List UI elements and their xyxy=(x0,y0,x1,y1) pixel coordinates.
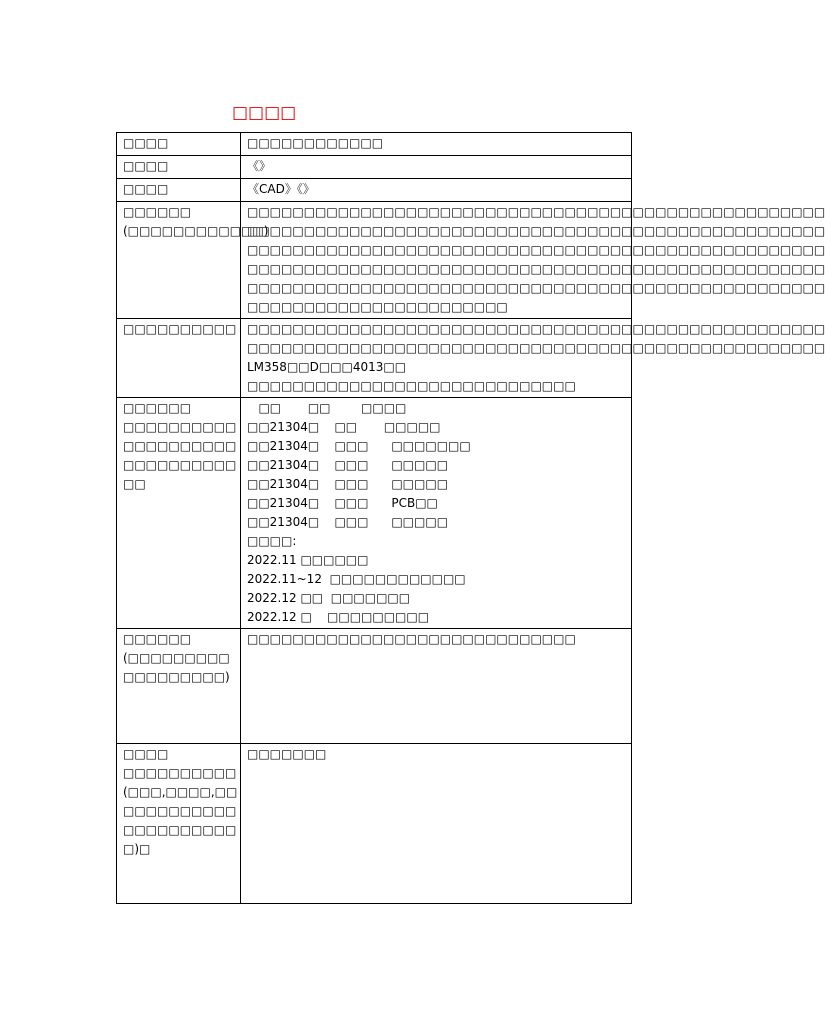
value-text: □□□□□□□□□□□□□□□□□□□□□□□□□□□□□□□□□□□□□□□□□□□□□□□□□□□ xyxy=(247,224,825,238)
label-cell xyxy=(117,744,241,904)
schedule-line: 2022.11 □□□□□□ xyxy=(247,553,369,567)
member-line: □□21304□ □□□ PCB□□ xyxy=(247,496,438,510)
value-cell xyxy=(241,179,632,202)
value-text: □□□□□□□□□□□□□□□□□□□□□□□□□□□□□□□□□□□□□□□□□□□□□□□□□□□ xyxy=(247,262,825,276)
label-text: □□□□□□□□□□ xyxy=(123,322,237,336)
label-text: (□□□□□□□□□□□□□□□□□□) xyxy=(123,651,230,684)
value-cell xyxy=(241,133,632,156)
label-text: □□□□□□ xyxy=(123,401,192,415)
value-cell xyxy=(241,744,632,904)
member-line: □□ □□ □□□□ xyxy=(247,401,407,415)
label-cell xyxy=(117,202,269,319)
schedule-line: 2022.11~12 □□□□□□□□□□□□ xyxy=(247,572,466,586)
schedule-heading: □□□□: xyxy=(247,534,297,548)
member-line: □□21304□ □□ □□□□□ xyxy=(247,420,441,434)
label-text: □□□□□□□□□□(□□□,□□□□,□□□□□□□□□□□□□□□□□□□□□□□)□ xyxy=(123,766,238,856)
project-form-table xyxy=(116,132,825,904)
value-text: □□□□□□□□□□□□□□□□□□□□□□□□□□□□□ xyxy=(247,379,576,393)
member-line: □□21304□ □□□ □□□□□□□ xyxy=(247,439,471,453)
table-row xyxy=(117,156,632,179)
table-row xyxy=(117,319,632,398)
value-cell xyxy=(241,202,825,319)
member-line: □□21304□ □□□ □□□□□ xyxy=(247,515,449,529)
label-cell xyxy=(117,398,241,629)
schedule-line: 2022.12 □ □□□□□□□□□ xyxy=(247,610,430,624)
label-text: (□□□□□□□□□□□□) xyxy=(123,224,269,238)
label-cell xyxy=(117,156,241,179)
label-text: □□□□ xyxy=(123,182,169,196)
value-text: □□□□□□□□□□□□□□□□□□□□□□□□□□□□□□□□□□□□□□□□□□□□□□□□□□□ xyxy=(247,205,825,219)
value-text: □□□□□□□□□□□□□□□□□□□□□□□□□□□□□□□□□□□□□□□□□□□□□□□□□□□ xyxy=(247,341,825,355)
value-cell xyxy=(241,319,825,398)
label-text: □□□□□□ xyxy=(123,632,192,646)
label-text: □□□□ xyxy=(123,747,169,761)
table-row xyxy=(117,629,632,744)
table-row xyxy=(117,179,632,202)
document-title: □□□□ xyxy=(232,103,297,123)
value-text: □□□□□□□□□□□□□□□□□□□□□□□□□□□□□□□□□□□□□□□□□□□□□□□□□□□ xyxy=(247,281,825,295)
value-text: □□□□□□□□□□□□□□□□□□□□□□□ xyxy=(247,300,508,314)
value-text: □□□□□□□□□□□□ xyxy=(247,136,384,150)
member-line: □□21304□ □□□ □□□□□ xyxy=(247,477,449,491)
value-text: □□□□□□□ xyxy=(247,747,327,761)
label-text: □□□□ xyxy=(123,136,169,150)
value-text: □□□□□□□□□□□□□□□□□□□□□□□□□□□□□□□□□□□□□□□□□□□□□□□□□□□ xyxy=(247,322,825,336)
value-cell xyxy=(241,398,632,629)
value-text: LM358□□D□□□4013□□ xyxy=(247,360,407,374)
label-cell xyxy=(117,629,241,744)
value-text: □□□□□□□□□□□□□□□□□□□□□□□□□□□□□□□□□□□□□□□□□□□□□□□□□□□ xyxy=(247,243,825,257)
label-text: □□□□□□□□□□□□□□□□□□□□□□□□□□□□□□□□ xyxy=(123,420,237,491)
label-cell xyxy=(117,133,241,156)
label-text: □□□□□□ xyxy=(123,205,192,219)
table-row xyxy=(117,744,632,904)
schedule-line: 2022.12 □□ □□□□□□□ xyxy=(247,591,411,605)
table-row xyxy=(117,202,632,319)
value-text: 《CAD》《》 xyxy=(247,182,315,196)
label-cell xyxy=(117,179,241,202)
value-cell xyxy=(241,156,632,179)
member-line: □□21304□ □□□ □□□□□ xyxy=(247,458,449,472)
label-text: □□□□ xyxy=(123,159,169,173)
label-cell xyxy=(117,319,241,398)
value-text: 《》 xyxy=(247,159,272,173)
table-row xyxy=(117,398,632,629)
value-cell xyxy=(241,629,632,744)
table-row xyxy=(117,133,632,156)
value-text: □□□□□□□□□□□□□□□□□□□□□□□□□□□□□ xyxy=(247,632,576,646)
